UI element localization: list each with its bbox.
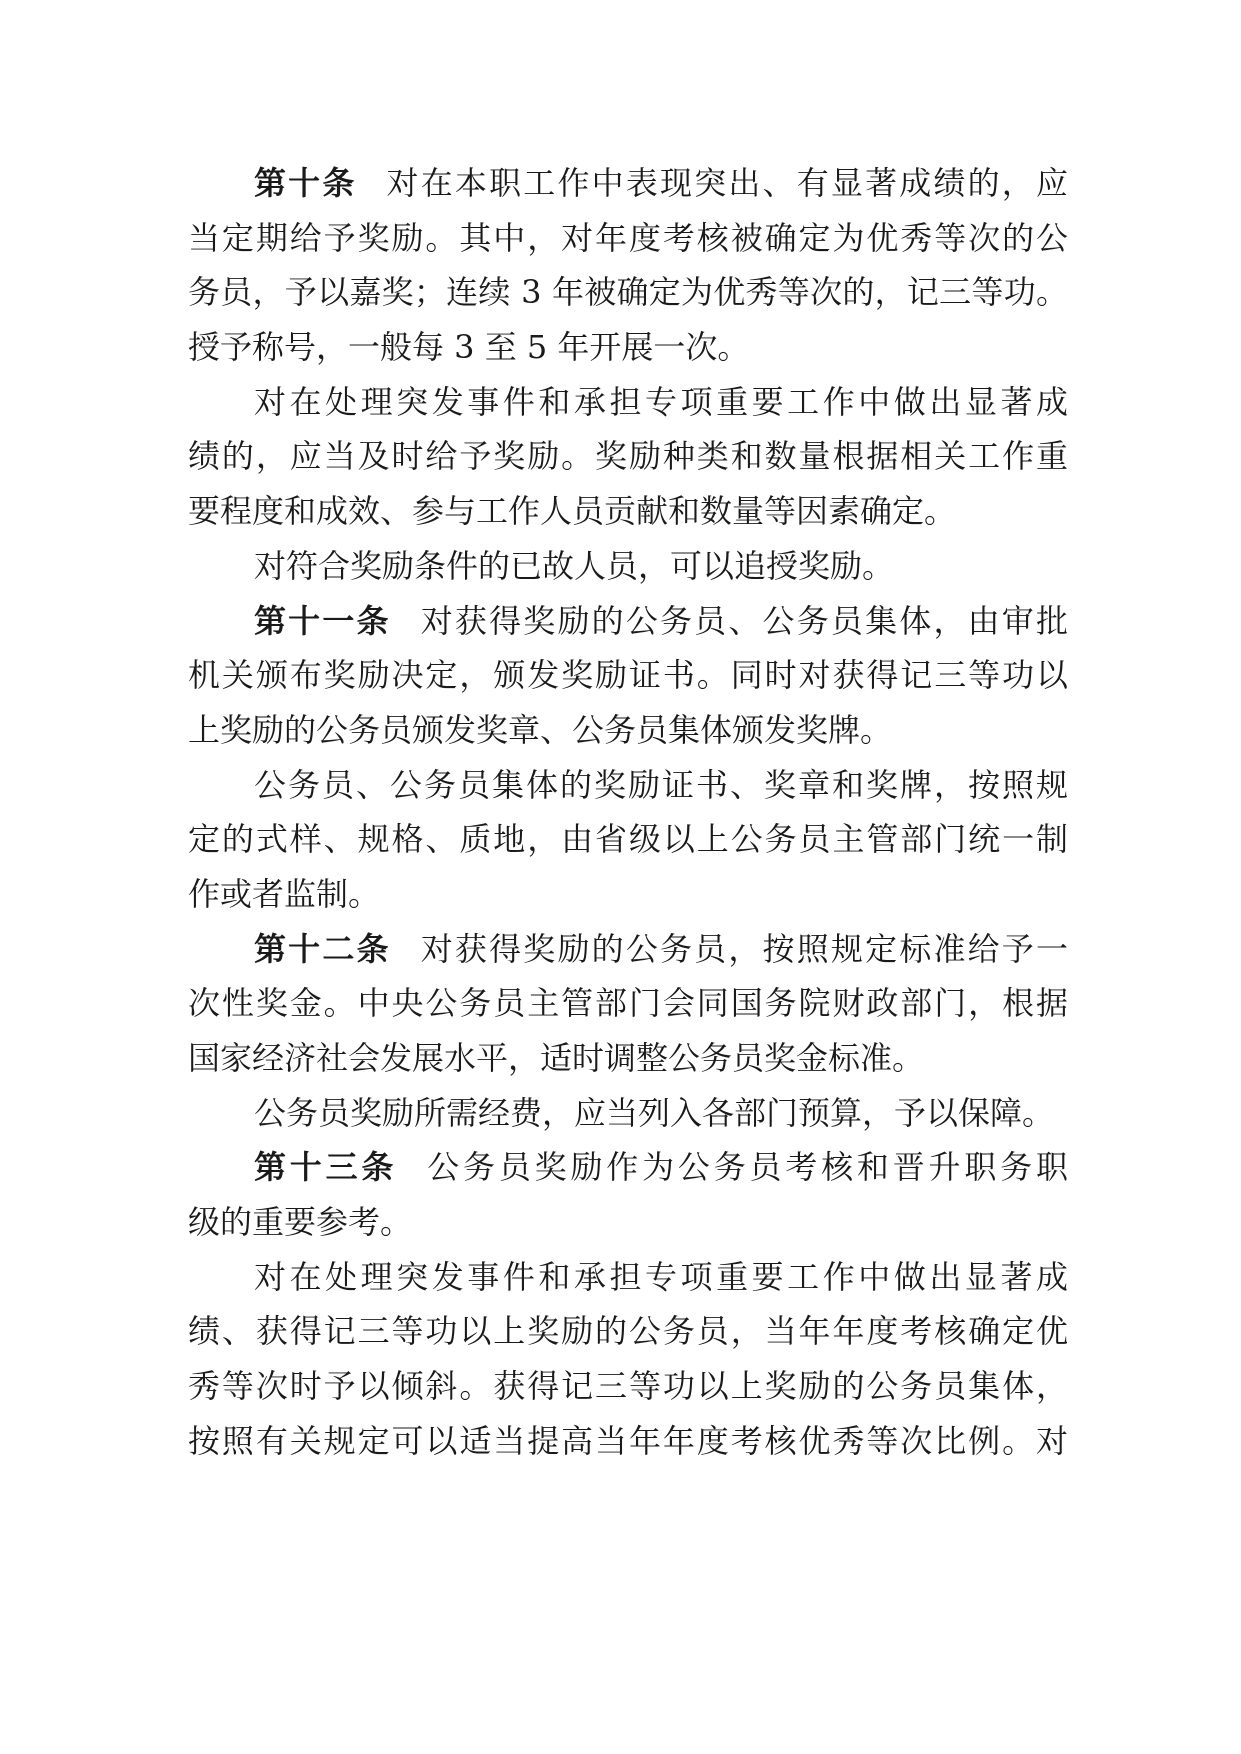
text-line [188,867,1068,922]
text-line [188,1086,1068,1141]
text-line [188,648,1068,703]
line-text: 对在处理突发事件和承担专项重要工作中做出显著成 [254,1257,1068,1296]
text-line [188,265,1068,320]
text-line [188,1031,1068,1086]
line-text: 公务员奖励作为公务员考核和晋升职务职 [427,1148,1068,1187]
text-line [188,1359,1068,1414]
text-line [188,1195,1068,1250]
line-text: 绩、获得记三等功以上奖励的公务员，当年年度考核确定优 [188,1312,1068,1351]
line-text: 国家经济社会发展水平，适时调整公务员奖金标准。 [188,1039,925,1077]
text-line [188,812,1068,867]
line-text: 务员，予以嘉奖；连续 3 年被确定为优秀等次的，记三等功。 [188,273,1068,312]
line-text: 级的重要参考。 [188,1203,413,1242]
document-body [188,156,1068,1469]
text-line [188,211,1068,266]
line-text: 要程度和成效、参与工作人员贡献和数量等因素确定。 [188,492,957,531]
line-text: 公务员奖励所需经费，应当列入各部门预算，予以保障。 [254,1093,1055,1132]
text-line [188,922,1068,977]
line-text: 授予称号，一般每 3 至 5 年开展一次。 [188,328,750,367]
text-line [188,976,1068,1031]
line-text: 绩的，应当及时给予奖励。奖励种类和数量根据相关工作重 [188,437,1068,476]
line-text: 定的式样、规格、质地，由省级以上公务员主管部门统一制 [188,820,1068,859]
article-label: 第十一条 [254,601,391,640]
text-line [188,1250,1068,1305]
line-text: 对在处理突发事件和承担专项重要工作中做出显著成 [254,382,1068,421]
line-text: 作或者监制。 [188,874,381,913]
line-text: 次性奖金。中央公务员主管部门会同国务院财政部门，根据 [188,984,1068,1023]
text-line [188,375,1068,430]
text-line [188,429,1068,484]
line-text: 秀等次时予以倾斜。获得记三等功以上奖励的公务员集体， [188,1367,1068,1406]
text-line [188,1304,1068,1359]
text-line [188,1140,1068,1195]
text-line [188,1414,1068,1469]
article-label: 第十条 [254,164,357,202]
text-line [188,320,1068,375]
line-text: 对符合奖励条件的已故人员，可以追授奖励。 [254,546,895,585]
text-line [188,594,1068,649]
text-line [188,484,1068,539]
text-line [188,758,1068,813]
line-text: 机关颁布奖励决定，颁发奖励证书。同时对获得记三等功以 [188,656,1068,695]
text-line [188,539,1068,594]
article-label: 第十二条 [254,929,391,968]
text-line [188,156,1068,211]
text-line [188,703,1068,758]
line-text: 对在本职工作中表现突出、有显著成绩的，应 [386,164,1068,202]
line-text: 上奖励的公务员颁发奖章、公务员集体颁发奖牌。 [188,710,893,749]
line-text: 按照有关规定可以适当提高当年年度考核优秀等次比例。对 [188,1421,1068,1460]
article-label: 第十三条 [254,1148,398,1187]
line-text: 对获得奖励的公务员，按照规定标准给予一 [420,929,1068,968]
line-text: 对获得奖励的公务员、公务员集体，由审批 [420,601,1068,640]
line-text: 公务员、公务员集体的奖励证书、奖章和奖牌，按照规 [254,765,1068,804]
line-text: 当定期给予奖励。其中，对年度考核被确定为优秀等次的公 [188,218,1068,257]
